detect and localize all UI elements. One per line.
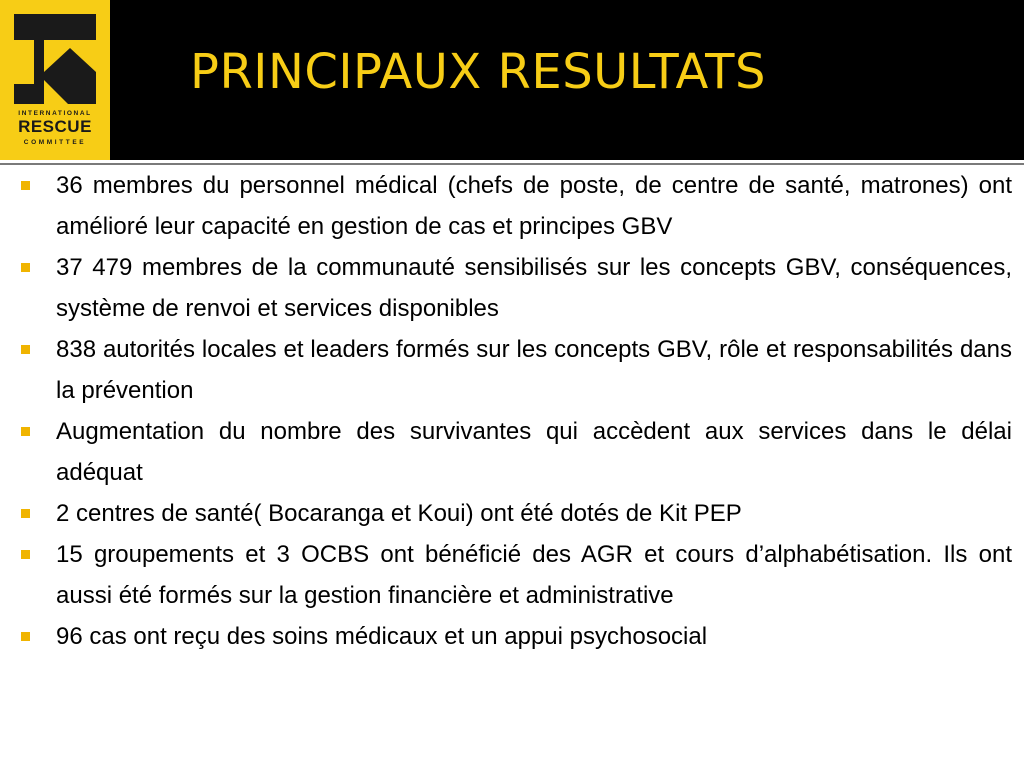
logo-text-committee: COMMITTEE [23,139,87,146]
list-item [18,493,1012,534]
list-item [18,329,1012,411]
list-item-text: 2 centres de santé( Bocaranga et Koui) ont été dotés de Kit PEP [56,500,742,527]
list-item-text: 36 membres du personnel médical (chefs de poste, de centre de santé, matrones) ont amélioré leur capacité en gestion de cas et principes GBV [56,172,1012,240]
list-item-text: 37 479 membres de la communauté sensibilisés sur les concepts GBV, conséquences, système de renvoi et services disponibles [56,254,1012,322]
results-list [18,165,1012,657]
list-item [18,247,1012,329]
square-bullet-icon [21,345,30,354]
irc-logo [0,0,110,160]
square-bullet-icon [21,263,30,272]
list-item-text: 838 autorités locales et leaders formés sur les concepts GBV, rôle et responsabilités dans la prévention [56,336,1012,404]
list-item-text: 15 groupements et 3 OCBS ont bénéficié des AGR et cours d’alphabétisation. Ils ont aussi été formés sur la gestion financière et administrative [56,541,1012,609]
square-bullet-icon [21,181,30,190]
square-bullet-icon [21,427,30,436]
square-bullet-icon [21,632,30,641]
content-area [18,165,1012,657]
irc-logo-mark-icon [0,0,110,112]
list-item [18,165,1012,247]
list-item [18,411,1012,493]
square-bullet-icon [21,509,30,518]
slide-title: PRINCIPAUX RESULTATS [190,44,766,100]
list-item [18,616,1012,657]
list-item [18,534,1012,616]
list-item-text: Augmentation du nombre des survivantes qui accèdent aux services dans le délai adéquat [56,418,1012,486]
header-bar [0,0,1024,160]
logo-text-international: INTERNATIONAL [18,110,92,117]
logo-text-rescue: RESCUE [18,117,92,136]
square-bullet-icon [21,550,30,559]
list-item-text: 96 cas ont reçu des soins médicaux et un appui psychosocial [56,623,708,650]
